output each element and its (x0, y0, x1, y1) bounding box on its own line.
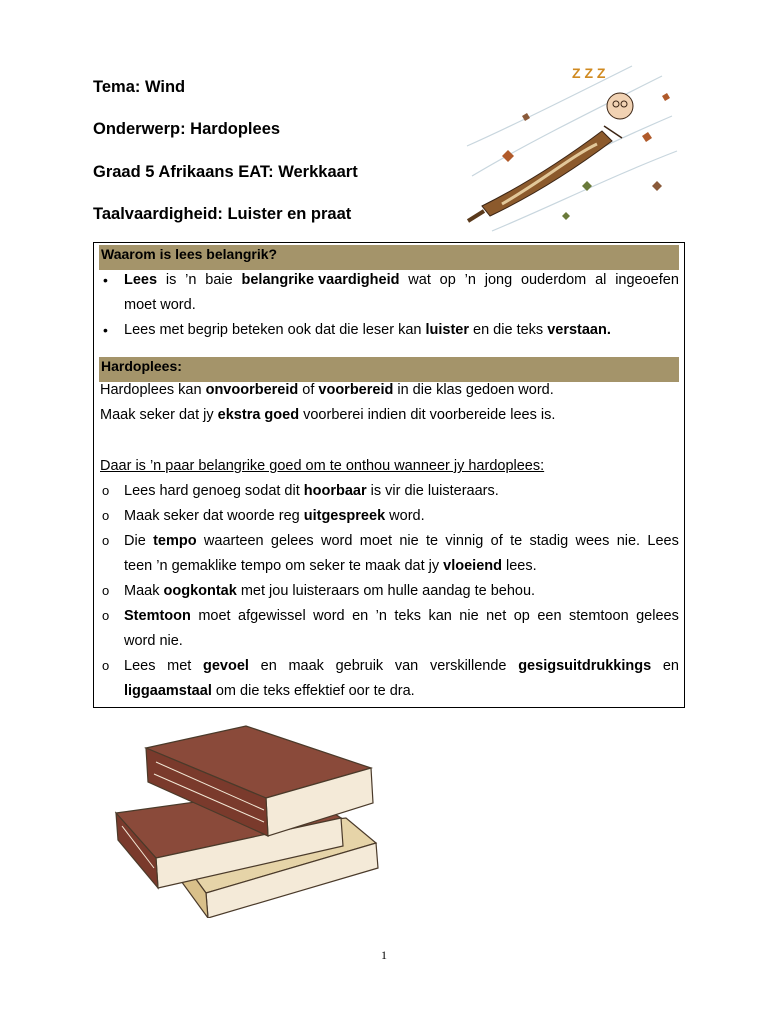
circle-bullet: o (102, 608, 110, 623)
circle-bullet: o (102, 658, 110, 673)
tip-1: Lees hard genoeg sodat dit hoorbaar is vir die luisteraars. (124, 483, 499, 499)
tip-5-line-1: Stemtoon moet afgewissel word en ’n teks kan nie net op een stemtoon gelees (124, 608, 679, 624)
circle-bullet: o (102, 483, 110, 498)
man-blown-by-wind-illustration (462, 56, 680, 240)
tip-6-line-2: liggaamstaal om die teks effektief oor te dra. (124, 683, 415, 699)
tip-2: Maak seker dat woorde reg uitgespreek word. (124, 508, 425, 524)
tips-intro: Daar is ’n paar belangrike goed om te onthou wanneer jy hardoplees: (100, 458, 545, 474)
tip-6-line-1: Lees met gevoel en maak gebruik van verskillende gesigsuitdrukkings en (124, 658, 679, 674)
circle-bullet: o (102, 533, 110, 548)
bullet-1-line-2: moet word. (124, 297, 196, 313)
sleep-zzz: Z Z Z (572, 65, 606, 81)
circle-bullet: o (102, 508, 110, 523)
tip-5-line-2: word nie. (124, 633, 183, 649)
bullet: • (103, 322, 108, 338)
paragraph-2: Maak seker dat jy ekstra goed voorberei indien dit voorbereide lees is. (100, 407, 556, 423)
bullet: • (103, 272, 108, 288)
skill-heading: Taalvaardigheid: Luister en praat (93, 205, 352, 223)
tip-3-line-1: Die tempo waarteen gelees word moet nie te vinnig of te stadig wees nie. Lees (124, 533, 679, 549)
content-box (93, 242, 685, 708)
tip-4: Maak oogkontak met jou luisteraars om hulle aandag te behou. (124, 583, 536, 599)
subject-heading: Onderwerp: Hardoplees (93, 120, 281, 138)
paragraph-1: Hardoplees kan onvoorbereid of voorbereid in die klas gedoen word. (100, 382, 554, 398)
tip-3-line-2: teen ’n gemaklike tempo om seker te maak dat jy vloeiend lees. (124, 558, 537, 574)
bullet-2: Lees met begrip beteken ook dat die leser kan luister en die teks verstaan. (124, 322, 611, 338)
section-title-waarom: Waarom is lees belangrik? (99, 245, 679, 270)
theme-heading: Tema: Wind (93, 78, 186, 96)
section-title-hardoplees: Hardoplees: (99, 357, 679, 382)
bullet-1-line-1: Lees is ’n baie belangrike vaardigheid wat op ’n jong ouderdom al ingeoefen (124, 272, 679, 288)
man-figure (468, 93, 633, 221)
grade-heading: Graad 5 Afrikaans EAT: Werkkaart (93, 163, 358, 181)
stack-of-books-illustration (96, 718, 396, 918)
page-number: 1 (381, 948, 387, 962)
circle-bullet: o (102, 583, 110, 598)
